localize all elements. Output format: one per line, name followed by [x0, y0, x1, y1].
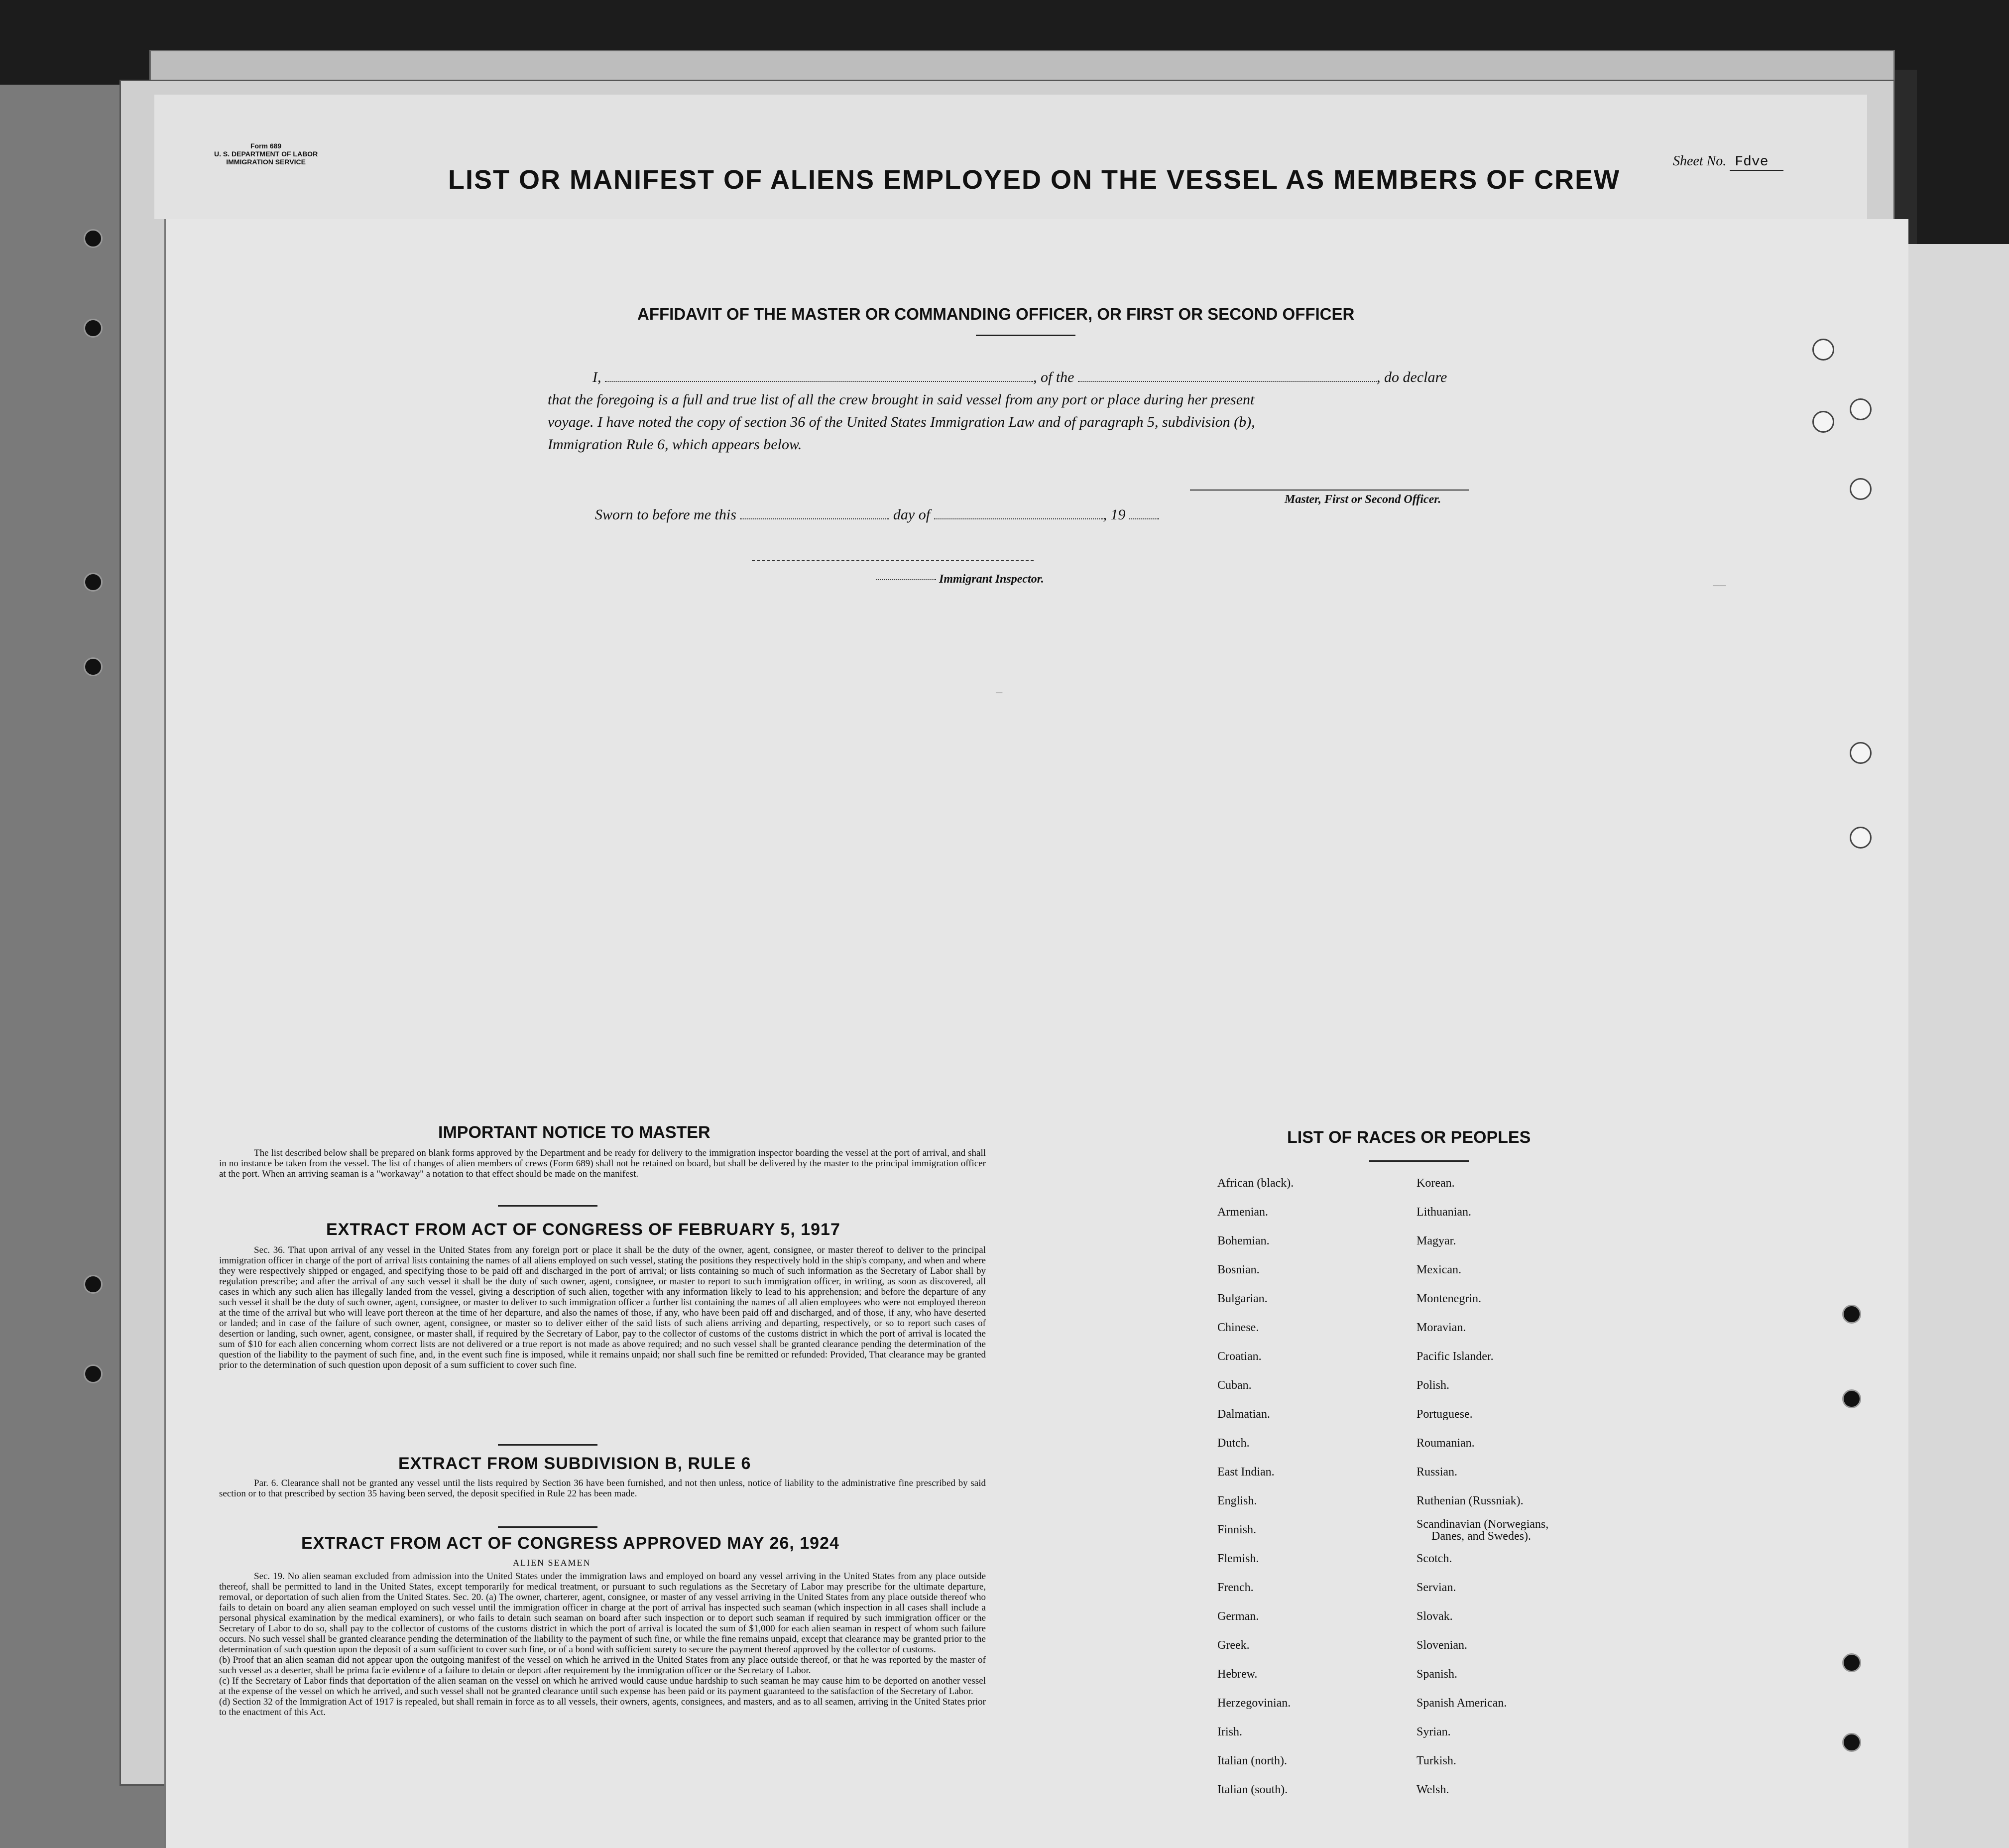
race-item: Mexican.: [1417, 1263, 1461, 1276]
race-item: Spanish.: [1417, 1668, 1458, 1681]
race-item: Scandinavian (Norwegians,: [1417, 1518, 1549, 1531]
races-rule: [1369, 1160, 1469, 1162]
race-item: Dutch.: [1217, 1437, 1250, 1450]
race-item: German.: [1217, 1610, 1259, 1623]
race-item: Greek.: [1217, 1639, 1250, 1652]
race-item: Portuguese.: [1417, 1408, 1473, 1421]
name-field[interactable]: [605, 381, 1033, 382]
punch-hole: [1812, 339, 1834, 361]
extract-1924-title: EXTRACT FROM ACT OF CONGRESS APPROVED MAY 26, 1924: [301, 1534, 839, 1553]
declaration-line-1: [548, 366, 1543, 388]
race-item: Italian (south).: [1217, 1783, 1288, 1796]
race-item: Italian (north).: [1217, 1754, 1287, 1767]
extract-rule6-title: EXTRACT FROM SUBDIVISION B, RULE 6: [398, 1454, 751, 1473]
race-item: Flemish.: [1217, 1552, 1259, 1565]
bleed-through-text: ──: [1713, 580, 1726, 593]
race-item: Cuban.: [1217, 1379, 1252, 1392]
race-item: Hebrew.: [1217, 1668, 1258, 1681]
race-item: English.: [1217, 1494, 1257, 1507]
race-item-continuation: Danes, and Swedes).: [1431, 1530, 1531, 1543]
extract-1924-body: [219, 1571, 986, 1848]
inspector-caption: [876, 573, 1044, 586]
master-signature-line[interactable]: [1190, 490, 1469, 491]
form-number: Form 689: [250, 142, 282, 150]
race-item: Roumanian.: [1417, 1437, 1475, 1450]
binder-hole: [84, 319, 103, 338]
sworn-month-field[interactable]: [934, 518, 1103, 519]
i-label: I,: [592, 369, 601, 385]
race-item: Polish.: [1417, 1379, 1450, 1392]
extract-1917-body: Sec. 36. That upon arrival of any vessel in the United States from any foreign port or place it shall be the duty of the owner, agent, consignee, or master thereof to deliver to the principal immigration officer in charge of the port of arrival lists containing the names of all aliens employed on such vessel, stating the positions they respectively hold in the ship's company, and when and where they were respectively shipped or engaged, and specifying those to be paid off and discharged in the port of arrival; or lists containing so much of such information as the Secretary of Labor shall by regulation prescribe; and after the arrival of any such vessel it shall be the duty of such owner, agent, consignee, or master to report to such immigration officer, in writing, as soon as discovered, all cases in which any such alien has illegally landed from the vessel, giving a description of such alien, together with any information likely to lead to his apprehension; and before the departure of any such vessel it shall be the duty of such owner, agent, consignee, or master to deliver to such immigration officer a further list containing the names of all alien employees who were not employed thereon at the time of the arrival but who will leave port thereon at the time of her departure, and also the names of those, if any, who have been paid off and discharged, and of those, if any, who have deserted or landed; and in case of the failure of such owner, agent, consignee, or master so to deliver either of the said lists of such aliens arriving and departing, respectively, or so to report such cases of desertion or landing, such owner, agent, consignee, or master shall, if required by the Secretary of Labor, pay to the collector of customs of the customs district in which the port of arrival is located the sum of $10 for each alien concerning whom correct lists are not delivered or a true report is not made as above required; and no such vessel shall be granted clearance pending the determination of the question of the liability to the payment of such fine, and, in the event such fine is imposed, while it remains unpaid; nor shall such fine be remitted or refunded: Provided, That clearance may be granted prior to the determination of such question upon deposit of a sum sufficient to cover such fine.: [219, 1245, 986, 1370]
race-item: Russian.: [1417, 1466, 1458, 1478]
notice-rule: [498, 1205, 597, 1207]
extract-1924-para-d: (d) Section 32 of the Immigration Act of 1917 is repealed, but shall remain in force as to all vessels, their owners, agents, consignees, and masters, and as to all seamen, arriving in the United States prior to the enactment of this Act.: [219, 1697, 986, 1718]
page-title: LIST OR MANIFEST OF ALIENS EMPLOYED ON THE VESSEL AS MEMBERS OF CREW: [448, 165, 1621, 195]
binder-hole: [1842, 1653, 1861, 1672]
notice-title: IMPORTANT NOTICE TO MASTER: [438, 1123, 710, 1142]
binder-hole: [1842, 1733, 1861, 1752]
affidavit-title: AFFIDAVIT OF THE MASTER OR COMMANDING OFFICER, OR FIRST OR SECOND OFFICER: [637, 305, 1355, 323]
department-name: U. S. DEPARTMENT OF LABOR: [214, 150, 318, 158]
sworn-day-field[interactable]: [740, 518, 889, 519]
title-rule: [976, 335, 1075, 336]
race-item: Syrian.: [1417, 1725, 1451, 1738]
race-item: East Indian.: [1217, 1466, 1275, 1478]
declaration-line-4: Immigration Rule 6, which appears below.: [548, 436, 802, 453]
punch-hole: [1850, 827, 1872, 849]
race-item: Finnish.: [1217, 1523, 1257, 1536]
inspector-signature-line[interactable]: [752, 560, 1036, 561]
races-title: LIST OF RACES OR PEOPLES: [1287, 1128, 1531, 1147]
form-label: [214, 142, 318, 166]
race-item: Bohemian.: [1217, 1234, 1270, 1247]
sheet-number-value[interactable]: Fdve: [1730, 154, 1783, 171]
race-item: Chinese.: [1217, 1321, 1259, 1334]
race-item: French.: [1217, 1581, 1254, 1594]
extract-rule6-body: Par. 6. Clearance shall not be granted any vessel until the lists required by Section 36 have been furnished, and not then unless, notice of liability to the administrative fine prescribed by said section or to that prescribed by section 35 having been served, the deposit specified in Rule 22 has been made.: [219, 1478, 986, 1499]
race-item: Lithuanian.: [1417, 1206, 1471, 1219]
race-item: Spanish American.: [1417, 1697, 1507, 1710]
binder-hole: [1842, 1389, 1861, 1408]
notice-body: The list described below shall be prepared on blank forms approved by the Department and be ready for delivery to the immigration inspector boarding the vessel at the port of arrival, and shall in no instance be taken from the vessel. The list of changes of alien members of crews (Form 689) shall not be retained on board, but shall be delivered by the master to the principal immigration officer at the port. When an arriving seaman is a "workaway" a notation to that effect should be made on the manifest.: [219, 1148, 986, 1179]
race-item: Moravian.: [1417, 1321, 1466, 1334]
race-item: Ruthenian (Russniak).: [1417, 1494, 1524, 1507]
vessel-field[interactable]: [1078, 381, 1377, 382]
declaration-line-2: that the foregoing is a full and true list of all the crew brought in said vessel from any port or place during her present: [548, 391, 1255, 408]
punch-hole: [1850, 478, 1872, 500]
extract-1924-sec19-20: Sec. 19. No alien seaman excluded from admission into the United States under the immigration laws and employed on board any vessel arriving in the United States from any place outside thereof, shall be permitted to land in the United States, except temporarily for medical treatment, or pursuant to such regulations as the Secretary of Labor may prescribe for the ultimate departure, removal, or deportation of such alien from the United States. Sec. 20. (a) The owner, charterer, agent, consignee, or master of any vessel arriving in the United States from any place outside thereof who fails to detain on board any alien seaman employed on such vessel until the immigration officer in charge at the port of arrival has inspected such seaman (which inspection in all cases shall include a personal physical examination by the medical examiners), or who fails to detain such seaman on board after such inspection or to deport such seaman if required by such immigration officer or the Secretary of Labor to do so, shall pay to the collector of customs of the customs district in which the port of arrival is located the sum of $1,000 for each alien seaman in respect of whom such failure occurs. No such vessel shall be granted clearance pending the determination of the liability to the payment of such fine, or while the fine remains unpaid, except that clearance may be granted prior to the determination of such question upon the deposit of a sum sufficient to cover such fine, or of a bond with sufficient surety to secure the payment thereof approved by the collector of customs.: [219, 1571, 986, 1655]
race-item: Pacific Islander.: [1417, 1350, 1494, 1363]
race-item: Magyar.: [1417, 1234, 1456, 1247]
master-caption: Master, First or Second Officer.: [1285, 493, 1441, 506]
sworn-year-field[interactable]: [1129, 518, 1159, 519]
extract-1917-title: EXTRACT FROM ACT OF CONGRESS OF FEBRUARY 5, 1917: [326, 1220, 840, 1239]
race-item: Irish.: [1217, 1725, 1242, 1738]
inspector-dots: [876, 579, 936, 580]
affidavit-declaration: [548, 366, 1543, 456]
sheet-number: [1673, 153, 1783, 170]
underlying-manifest-strip: [1902, 244, 2009, 1848]
year-label: , 19: [1103, 506, 1126, 523]
binder-hole: [84, 657, 103, 676]
sheet-number-label: Sheet No.: [1673, 153, 1727, 169]
sworn-line: [595, 506, 1159, 523]
race-item: Korean.: [1417, 1177, 1455, 1190]
race-item: Turkish.: [1417, 1754, 1456, 1767]
extract-1924-para-c: (c) If the Secretary of Labor finds that deportation of the alien seaman on the vessel on which he arrived would cause undue hardship to such seaman he may cause him to be deported on another vessel at the expense of the vessel on which he arrived, and such vessel shall not be granted clearance until such expense has been paid or its payment guaranteed to the satisfaction of the Secretary of Labor.: [219, 1676, 986, 1697]
binder-hole: [84, 573, 103, 592]
day-of-label: day of: [893, 506, 931, 523]
race-item: Dalmatian.: [1217, 1408, 1270, 1421]
alien-seamen-subtitle: ALIEN SEAMEN: [513, 1558, 591, 1568]
race-item: Bosnian.: [1217, 1263, 1260, 1276]
binder-hole: [1842, 1305, 1861, 1324]
punch-hole: [1850, 398, 1872, 420]
race-item: Welsh.: [1417, 1783, 1449, 1796]
race-item: Scotch.: [1417, 1552, 1452, 1565]
inspector-caption-text: Immigrant Inspector.: [939, 573, 1044, 586]
race-item-scandinavian: [1417, 1518, 1548, 1542]
punch-hole: [1812, 411, 1834, 433]
punch-hole: [1850, 742, 1872, 764]
declaration-line-3: voyage. I have noted the copy of section 36 of the United States Immigration Law and of paragraph 5, subdivision (b),: [548, 414, 1255, 430]
binder-hole: [84, 1364, 103, 1383]
extract-1924-para-b: (b) Proof that an alien seaman did not appear upon the outgoing manifest of the vessel on which he arrived in the United States from any place outside thereof, or that he was reported by the master of such vessel as a deserter, shall be prima facie evidence of a failure to detain or deport after requirement by the immigration officer or the Secretary of Labor.: [219, 1655, 986, 1676]
race-item: Servian.: [1417, 1581, 1456, 1594]
binder-hole: [84, 1275, 103, 1294]
race-item: Slovak.: [1417, 1610, 1453, 1623]
race-item: Croatian.: [1217, 1350, 1262, 1363]
service-name: IMMIGRATION SERVICE: [226, 158, 306, 166]
extract-rule: [498, 1526, 597, 1528]
race-item: African (black).: [1217, 1177, 1294, 1190]
extract-rule: [498, 1444, 597, 1446]
do-declare-label: , do declare: [1377, 369, 1447, 385]
of-the-label: , of the: [1033, 369, 1074, 385]
race-item: Bulgarian.: [1217, 1292, 1268, 1305]
race-item: Armenian.: [1217, 1206, 1268, 1219]
bleed-through-text: ─: [996, 687, 1003, 700]
manifest-header-sheet: [154, 95, 1867, 219]
binder-hole: [84, 229, 103, 248]
race-item: Montenegrin.: [1417, 1292, 1481, 1305]
race-item: Herzegovinian.: [1217, 1697, 1291, 1710]
sworn-label: Sworn to before me this: [595, 506, 736, 523]
race-item: Slovenian.: [1417, 1639, 1467, 1652]
